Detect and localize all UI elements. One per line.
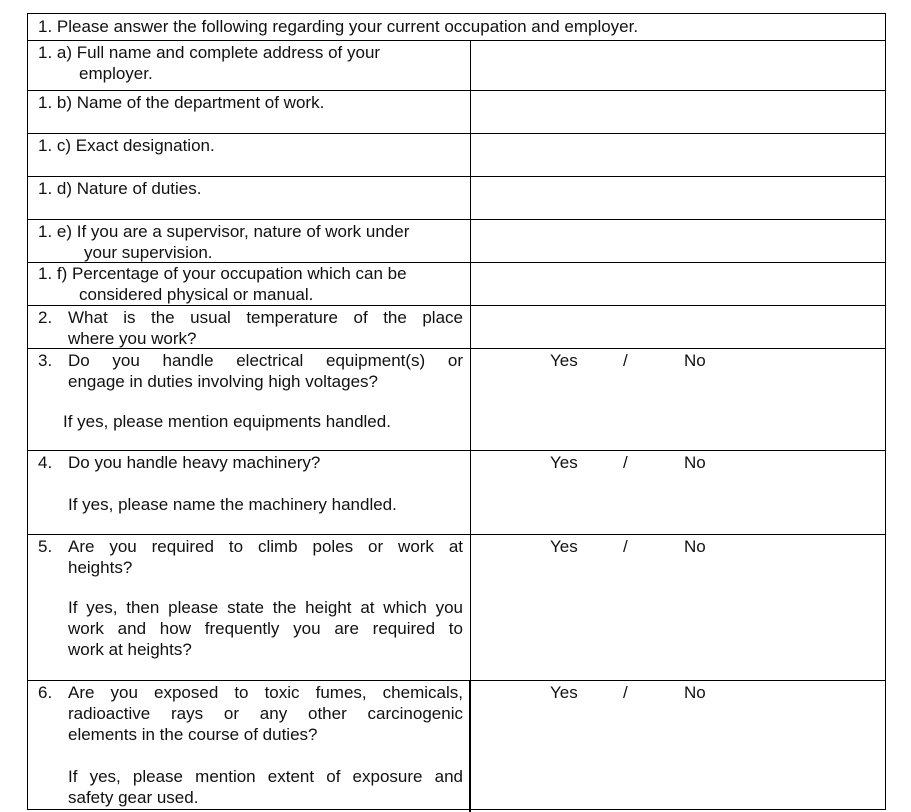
- q6-number: 6.: [38, 683, 53, 702]
- q3-line2: engage in duties involving high voltages?: [68, 372, 379, 391]
- row-1d-label: 1. d) Nature of duties.: [38, 179, 202, 198]
- row-1b-answer-field[interactable]: [471, 91, 885, 134]
- q6-yes-option[interactable]: Yes: [550, 683, 578, 702]
- row-5-question: [28, 535, 471, 681]
- q6-line3: elements in the course of duties?: [68, 725, 318, 744]
- q3-followup: If yes, please mention equipments handled.: [63, 412, 391, 431]
- q6-followup-line1: If yes, please mention extent of exposure and: [68, 767, 463, 786]
- row-2: [28, 305, 885, 349]
- row-1c-answer-field[interactable]: [471, 134, 885, 177]
- row-2-answer-field[interactable]: [471, 306, 885, 349]
- q6-answer-field[interactable]: [471, 681, 885, 812]
- q3-separator: /: [623, 351, 628, 370]
- row-1d: [28, 176, 885, 220]
- q5-followup-line1: If yes, then please state the height at which you: [68, 598, 463, 617]
- q4-separator: /: [623, 453, 628, 472]
- row-6: [28, 680, 885, 812]
- q3-yes-option[interactable]: Yes: [550, 351, 578, 370]
- row-1b-question: [28, 91, 471, 134]
- q4-line1: Do you handle heavy machinery?: [68, 453, 321, 472]
- occupation-form-table: [27, 13, 886, 810]
- row-1e-label-line1: 1. e) If you are a supervisor, nature of work under: [38, 222, 410, 241]
- q5-followup-line2: work and how frequently you are required to: [68, 619, 463, 638]
- row-2-label-line1: What is the usual temperature of the place: [68, 308, 463, 327]
- row-1f-answer-field[interactable]: [471, 263, 885, 306]
- row-5: [28, 534, 885, 681]
- row-1a-label-line2: employer.: [79, 64, 153, 83]
- row-2-number: 2.: [38, 308, 53, 327]
- row-1c-question: [28, 134, 471, 177]
- row-1e-question: [28, 220, 471, 263]
- row-1c-label: 1. c) Exact designation.: [38, 136, 215, 155]
- row-1e: [28, 219, 885, 263]
- q5-line1: Are you required to climb poles or work at: [68, 537, 463, 556]
- q4-no-option[interactable]: No: [684, 453, 706, 472]
- q5-line2: heights?: [68, 558, 133, 577]
- q5-separator: /: [623, 537, 628, 556]
- row-1a-label-line1: 1. a) Full name and complete address of your: [38, 43, 381, 62]
- q3-number: 3.: [38, 351, 53, 370]
- row-4-question: [28, 451, 471, 535]
- q5-answer-field[interactable]: [471, 535, 885, 681]
- row-1d-question: [28, 177, 471, 220]
- row-1a-answer-field[interactable]: [471, 41, 885, 91]
- q6-no-option[interactable]: No: [684, 683, 706, 702]
- row-1c: [28, 133, 885, 177]
- row-3: [28, 348, 885, 451]
- q6-followup-line2: safety gear used.: [68, 788, 199, 807]
- q4-number: 4.: [38, 453, 53, 472]
- row-4: [28, 450, 885, 535]
- row-1f-question: [28, 263, 471, 306]
- q5-followup-line3: work at heights?: [68, 640, 192, 659]
- row-1b-label: 1. b) Name of the department of work.: [38, 93, 325, 112]
- q5-number: 5.: [38, 537, 53, 556]
- q5-yes-option[interactable]: Yes: [550, 537, 578, 556]
- q3-no-option[interactable]: No: [684, 351, 706, 370]
- q3-answer-field[interactable]: [471, 349, 885, 451]
- row-2-label-line2: where you work?: [68, 329, 197, 348]
- form-header-row: [28, 14, 885, 40]
- row-1f-label-line1: 1. f) Percentage of your occupation which can be: [38, 264, 407, 283]
- q3-line1: Do you handle electrical equipment(s) or: [68, 351, 463, 370]
- row-3-question: [28, 349, 471, 451]
- q6-line2: radioactive rays or any other carcinogenic: [68, 704, 463, 723]
- row-1e-answer-field[interactable]: [471, 220, 885, 263]
- q5-no-option[interactable]: No: [684, 537, 706, 556]
- row-2-question: [28, 306, 471, 349]
- q4-yes-option[interactable]: Yes: [550, 453, 578, 472]
- row-1f-label-line2: considered physical or manual.: [79, 285, 314, 304]
- q6-separator: /: [623, 683, 628, 702]
- q6-line1: Are you exposed to toxic fumes, chemicals,: [68, 683, 463, 702]
- form-header-text: 1. Please answer the following regarding your current occupation and employer.: [38, 17, 639, 36]
- row-1a: [28, 40, 885, 91]
- row-1a-question: [28, 41, 471, 91]
- row-1d-answer-field[interactable]: [471, 177, 885, 220]
- row-1b: [28, 90, 885, 134]
- row-1f: [28, 262, 885, 306]
- q4-followup: If yes, please name the machinery handled.: [68, 495, 397, 514]
- row-6-question: [28, 681, 471, 812]
- q4-answer-field[interactable]: [471, 451, 885, 535]
- row-1e-label-line2: your supervision.: [84, 243, 213, 262]
